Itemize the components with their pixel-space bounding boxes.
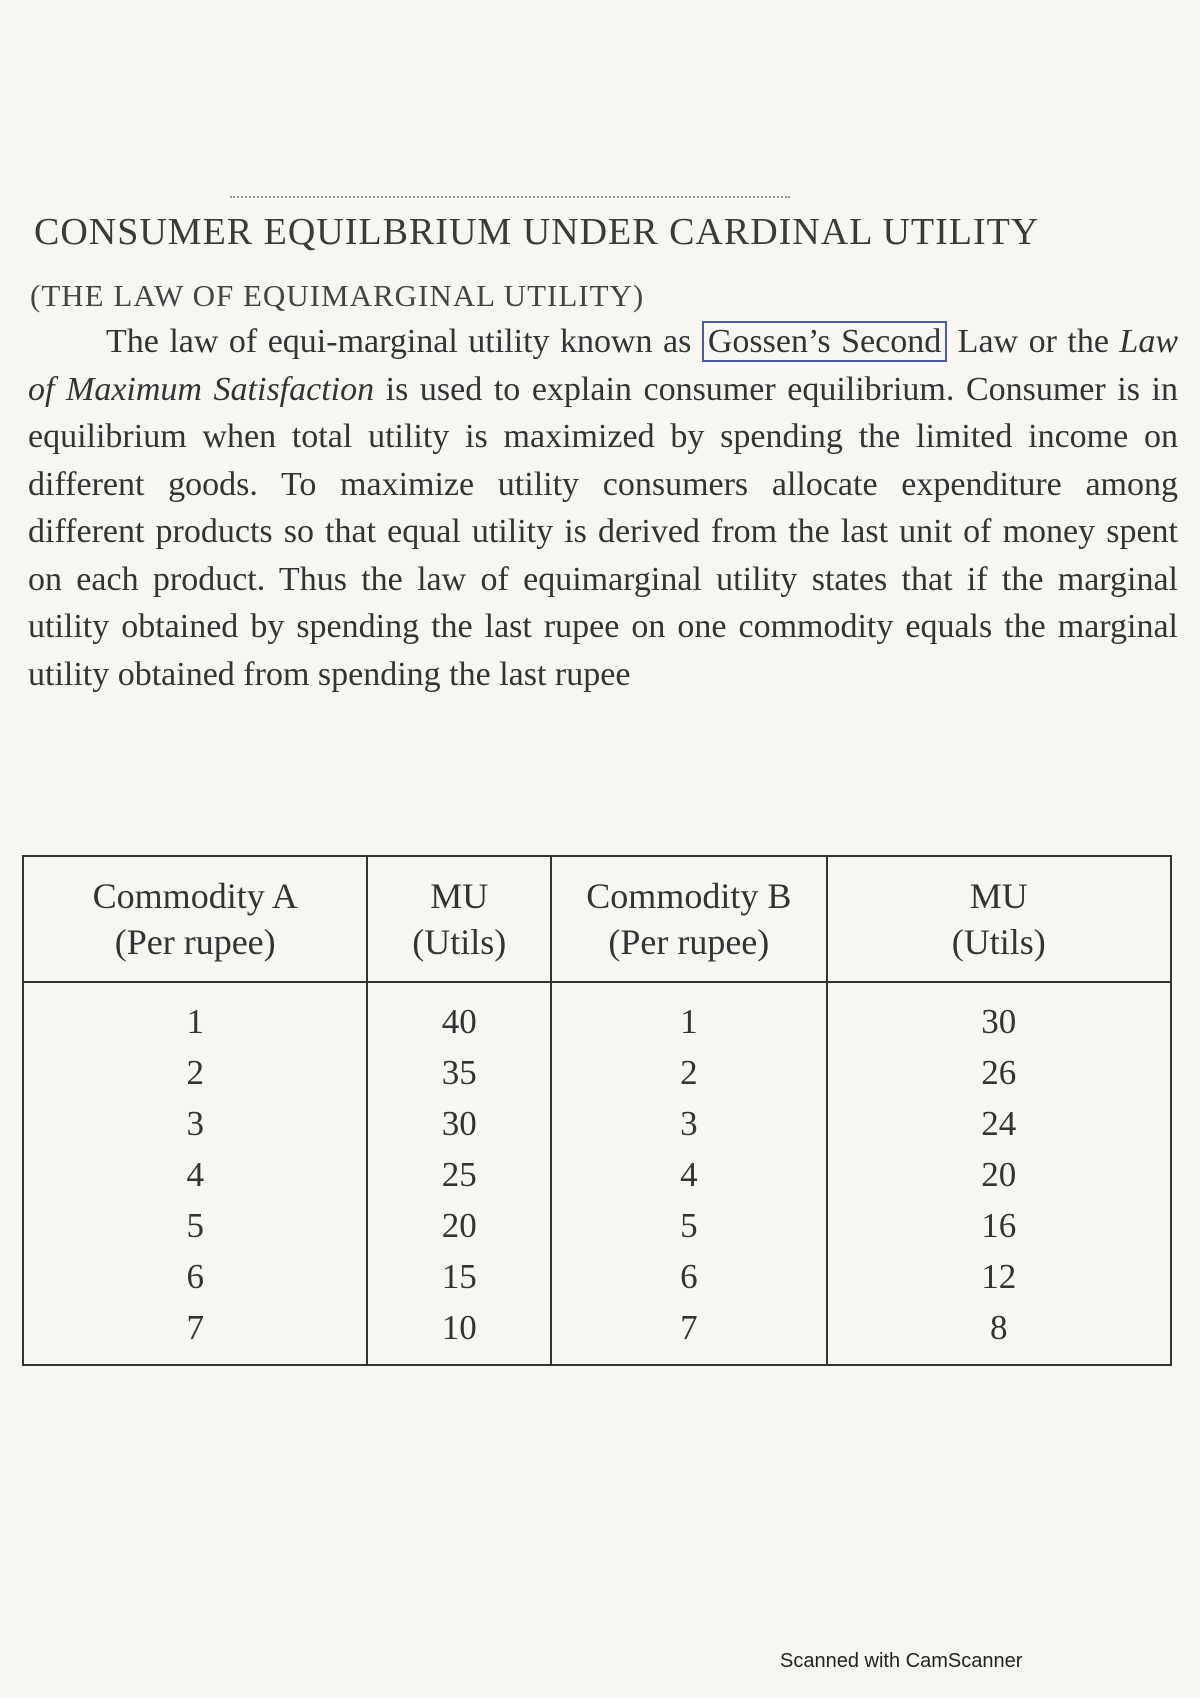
- header-line: (Per rupee): [114, 922, 276, 962]
- header-line: Commodity B: [586, 876, 792, 916]
- table-cell: 40: [367, 982, 551, 1047]
- table-cell: 10: [367, 1302, 551, 1365]
- header-line: (Utils): [951, 922, 1046, 962]
- table-cell: 12: [827, 1251, 1171, 1302]
- table-row: [23, 1047, 1171, 1098]
- page-heading: CONSUMER EQUILBRIUM UNDER CARDINAL UTILITY: [34, 211, 1040, 253]
- paragraph-text-1: The law of equi-marginal utility known as: [106, 323, 702, 360]
- table-cell: 25: [367, 1149, 551, 1200]
- table-cell: 3: [551, 1098, 827, 1149]
- table-row: [23, 1149, 1171, 1200]
- scanner-watermark: Scanned with CamScanner: [780, 1650, 1023, 1672]
- header-line: (Per rupee): [608, 922, 770, 962]
- table-cell: 7: [551, 1302, 827, 1365]
- header-commodity-b: [551, 856, 827, 982]
- header-commodity-a: [23, 856, 367, 982]
- table-cell: 4: [23, 1149, 367, 1200]
- table-header-row: [23, 856, 1171, 982]
- table-cell: 8: [827, 1302, 1171, 1365]
- table-cell: 15: [367, 1251, 551, 1302]
- table-cell: 26: [827, 1047, 1171, 1098]
- table-cell: 1: [551, 982, 827, 1047]
- table-cell: 4: [551, 1149, 827, 1200]
- header-mu-a: [367, 856, 551, 982]
- table-cell: 20: [827, 1149, 1171, 1200]
- header-line: (Utils): [412, 922, 507, 962]
- table-cell: 30: [827, 982, 1171, 1047]
- paragraph-text-3: is used to explain consumer equilibrium. Consumer is in equilibrium when total utility is maximized by spending the limited income on different goods. To maximize utility consumers allocate expenditure among different products so that equal utility is derived from the last unit of money spent on each product. Thus the law of equimarginal utility states that if the marginal utility obtained by spending the last rupee on one commodity equals the marginal utility obtained from spending the last rupee: [28, 370, 1178, 693]
- table-cell: 6: [23, 1251, 367, 1302]
- table-row: [23, 982, 1171, 1047]
- table-cell: 5: [23, 1200, 367, 1251]
- table-cell: 35: [367, 1047, 551, 1098]
- table-row: [23, 1251, 1171, 1302]
- header-line: MU: [969, 876, 1028, 916]
- table-cell: 30: [367, 1098, 551, 1149]
- table-cell: 16: [827, 1200, 1171, 1251]
- table-cell: 24: [827, 1098, 1171, 1149]
- header-mu-b: [827, 856, 1171, 982]
- table-cell: 2: [23, 1047, 367, 1098]
- header-line: MU: [430, 876, 489, 916]
- table-cell: 3: [23, 1098, 367, 1149]
- table-row: [23, 1098, 1171, 1149]
- table-cell: 20: [367, 1200, 551, 1251]
- table-cell: 1: [23, 982, 367, 1047]
- page-subheading: (THE LAW OF EQUIMARGINAL UTILITY): [30, 278, 645, 313]
- table-cell: 2: [551, 1047, 827, 1098]
- body-paragraph: [28, 318, 1178, 698]
- table-cell: 6: [551, 1251, 827, 1302]
- paragraph-text-2: Law or the: [947, 323, 1120, 360]
- table-row: [23, 1200, 1171, 1251]
- table-cell: 7: [23, 1302, 367, 1365]
- marginal-utility-table: [22, 855, 1172, 1366]
- table-cell: 5: [551, 1200, 827, 1251]
- italic-term: Law of Maximum Satisfaction: [28, 323, 1178, 408]
- top-divider: [230, 196, 790, 198]
- table-row: [23, 1302, 1171, 1365]
- highlighted-term: Gossen’s Second: [702, 321, 947, 362]
- header-line: Commodity A: [92, 876, 298, 916]
